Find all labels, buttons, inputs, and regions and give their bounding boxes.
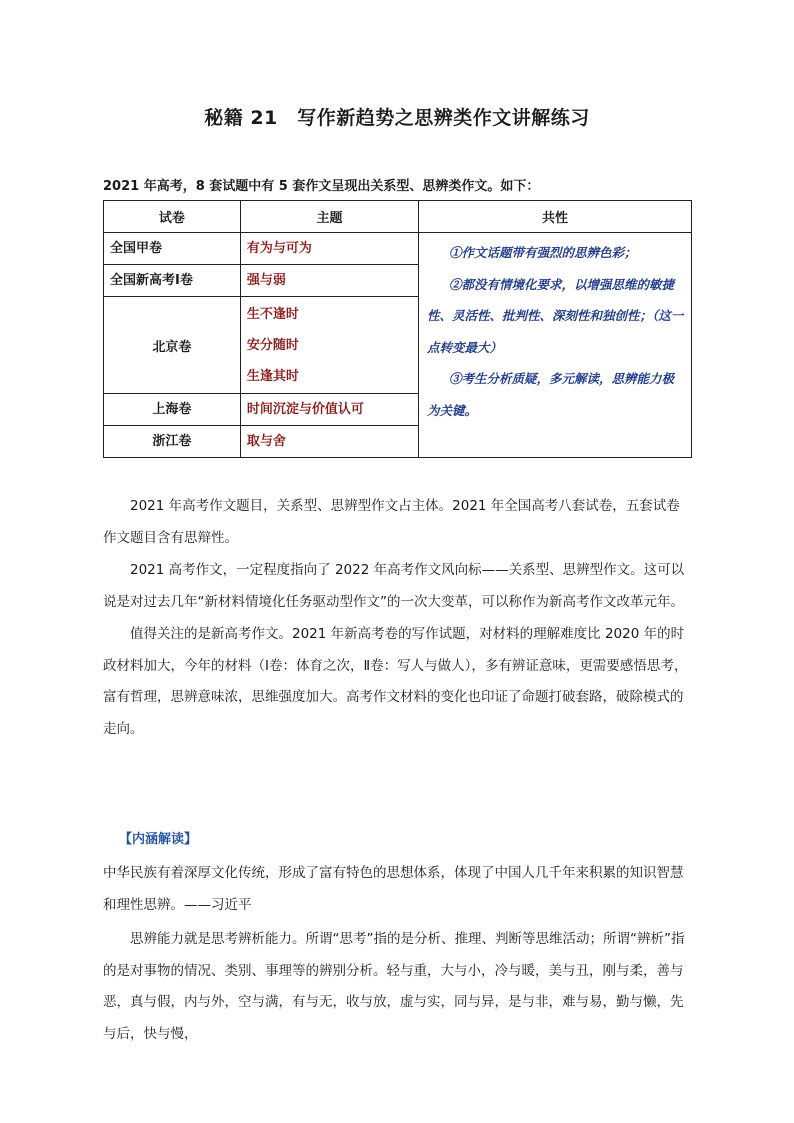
theme-cell: 取与舍 (240, 426, 418, 458)
header-common: 共性 (419, 201, 692, 233)
intro-line: 2021 年高考，8 套试题中有 5 套作文呈现出关系型、思辨类作文。如下： (103, 179, 540, 194)
exam-topics-table (103, 200, 692, 458)
section-paragraph: 中华民族有着深厚文化传统，形成了富有特色的思想体系，体现了中国人几千年来积累的知识智慧和理性思辨。——习近平 (103, 865, 684, 913)
section-paragraph: 思辨能力就是思考辨析能力。所谓“思考”指的是分析、推理、判断等思维活动；所谓“辨析”指的是对事物的情况、类别、事理等的辨别分析。轻与重，大与小，冷与暖，美与丑，刚与柔，善与恶，真与假，内与外，空与满，有与无，收与放，虚与实，同与异，是与非，难与易，勤与懒，先与后，快与慢， (103, 931, 685, 1042)
page-title: 秘籍 21 写作新趋势之思辨类作文讲解练习 (204, 107, 590, 129)
theme-item: 生逢其时 (246, 368, 299, 384)
body-paragraph: 2021 高考作文，一定程度指向了 2022 年高考作文风向标——关系型、思辨型作文。这可以说是对过去几年“新材料情境化任务驱动型作文”的一次大变革，可以称作为新高考作文改革元年。 (103, 562, 685, 610)
paper-cell: 浙江卷 (104, 426, 241, 458)
common-cell (419, 233, 692, 458)
table-row (104, 233, 692, 265)
paper-cell: 全国甲卷 (104, 233, 241, 265)
body-paragraph: 值得关注的是新高考作文。2021 年新高考卷的写作试题，对材料的理解难度比 2020 年的时政材料加大，今年的材料（Ⅰ卷：体育之次，Ⅱ卷：写人与做人），多有辨证意味，更需要感悟思考，富有哲理，思辨意味浓，思维强度加大。高考作文材料的变化也印证了命题打破套路，破除模式的走向。 (103, 626, 688, 737)
body-paragraph: 2021 年高考作文题目，关系型、思辨型作文占主体。2021 年全国高考八套试卷，五套试卷作文题目含有思辩性。 (103, 498, 680, 546)
paper-cell: 北京卷 (104, 297, 241, 394)
theme-item: 生不逢时 (246, 306, 299, 322)
section-heading: 【内涵解读】 (119, 832, 198, 847)
paper-cell: 全国新高考Ⅰ卷 (104, 265, 241, 297)
common-point-2: ②都没有情境化要求，以增强思维的敏捷性、灵活性、批判性、深刻性和独创性；（这一点转变最大） (427, 276, 684, 355)
table-header-row (104, 201, 692, 233)
common-point-3: ③考生分析质疑，多元解读，思辨能力极为关键。 (427, 371, 675, 418)
theme-cell: 有为与可为 (240, 233, 418, 265)
header-theme: 主题 (240, 201, 418, 233)
header-paper: 试卷 (104, 201, 241, 233)
theme-cell: 时间沉淀与价值认可 (240, 394, 418, 426)
theme-cell: 强与弱 (240, 265, 418, 297)
theme-item: 安分随时 (246, 337, 299, 353)
paper-cell: 上海卷 (104, 394, 241, 426)
theme-cell-group (240, 297, 418, 394)
common-point-1: ①作文话题带有强烈的思辨色彩； (449, 245, 637, 260)
